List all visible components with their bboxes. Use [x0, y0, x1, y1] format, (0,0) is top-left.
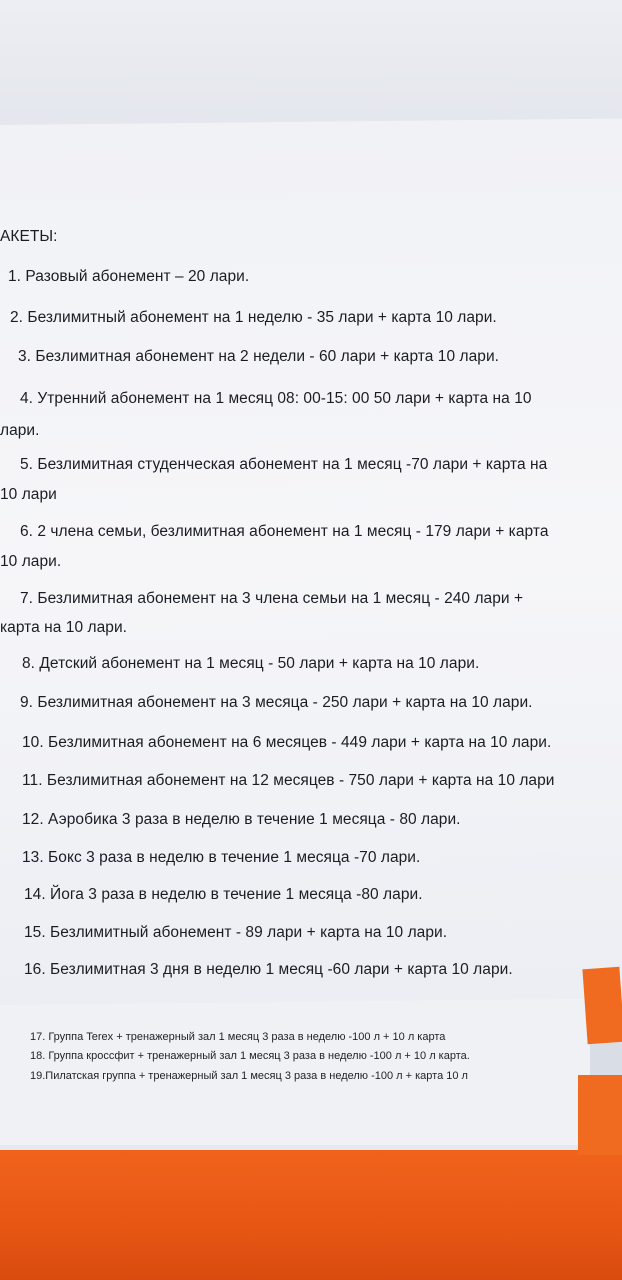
list-item: 8. Детский абонемент на 1 месяц - 50 лари + карта на 10 лари. [22, 655, 480, 672]
list-item-continued: лари. [0, 422, 40, 439]
list-item-continued: 10 лари [0, 486, 57, 503]
main-paper-sheet [0, 118, 622, 1005]
list-item: 16. Безлимитная 3 дня в неделю 1 месяц -60 лари + карта 10 лари. [24, 961, 513, 978]
price-list-header: АКЕТЫ: [0, 228, 58, 245]
list-item: 2. Безлимитный абонемент на 1 неделю - 35 лари + карта 10 лари. [10, 309, 497, 326]
list-item: 7. Безлимитная абонемент на 3 члена семьи на 1 месяц - 240 лари + [20, 590, 524, 607]
group-item: 19.Пилатская группа + тренажерный зал 1 месяц 3 раза в неделю -100 л + карта 10 л [30, 1070, 468, 1082]
list-item: 14. Йога 3 раза в неделю в течение 1 месяца -80 лари. [24, 886, 423, 903]
list-item: 9. Безлимитная абонемент на 3 месяца - 250 лари + карта на 10 лари. [20, 694, 533, 711]
list-item: 6. 2 члена семьи, безлимитная абонемент на 1 месяц - 179 лари + карта [20, 523, 549, 540]
orange-sticker [578, 1075, 622, 1155]
list-item: 12. Аэробика 3 раза в неделю в течение 1 месяца - 80 лари. [22, 811, 461, 828]
list-item: 15. Безлимитный абонемент - 89 лари + карта на 10 лари. [24, 924, 448, 941]
orange-surface [0, 1140, 622, 1280]
list-item: 4. Утренний абонемент на 1 месяц 08: 00-15: 00 50 лари + карта на 10 [20, 390, 532, 407]
list-item: 1. Разовый абонемент – 20 лари. [8, 268, 250, 285]
top-paper-sheet [0, 0, 622, 135]
list-item-continued: карта на 10 лари. [0, 619, 128, 636]
list-item: 5. Безлимитная студенческая абонемент на 1 месяц -70 лари + карта на [20, 456, 548, 473]
list-item: 10. Безлимитная абонемент на 6 месяцев - 449 лари + карта на 10 лари. [22, 734, 552, 751]
list-item: 3. Безлимитная абонемент на 2 недели - 60 лари + карта 10 лари. [18, 348, 500, 365]
list-item-continued: 10 лари. [0, 553, 62, 570]
list-item: 11. Безлимитная абонемент на 12 месяцев - 750 лари + карта на 10 лари [22, 772, 555, 789]
group-item: 18. Группа кроссфит + тренажерный зал 1 месяц 3 раза в неделю -100 л + 10 л карта. [30, 1050, 470, 1062]
group-item: 17. Группа Terex + тренажерный зал 1 месяц 3 раза в неделю -100 л + 10 л карта [30, 1031, 446, 1043]
list-item: 13. Бокс 3 раза в неделю в течение 1 месяца -70 лари. [22, 849, 421, 866]
orange-sticker [582, 967, 622, 1044]
